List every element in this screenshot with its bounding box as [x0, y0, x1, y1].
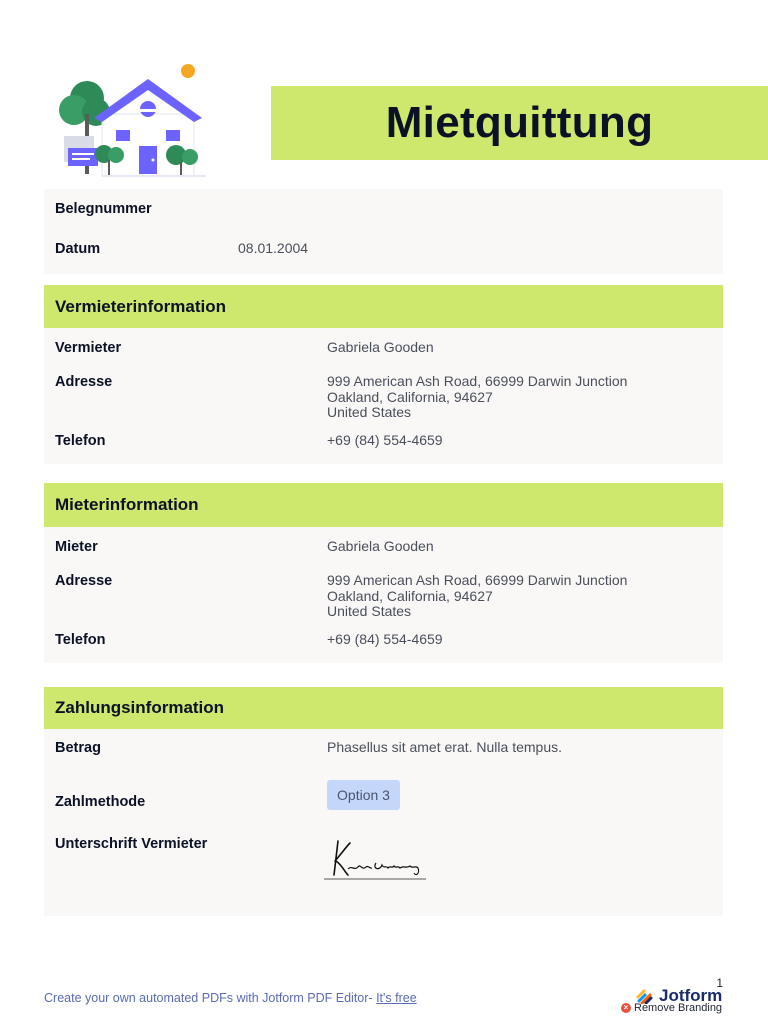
landlord-phone-label: Telefon — [55, 433, 106, 449]
landlord-address-line1: 999 American Ash Road, 66999 Darwin Junction — [327, 373, 628, 389]
footer-promo-link[interactable]: It's free — [376, 991, 417, 1005]
remove-branding-label: Remove Branding — [634, 1002, 723, 1014]
page-title: Mietquittung — [385, 98, 654, 147]
handwritten-signature — [324, 835, 428, 885]
landlord-section-heading: Vermieterinformation — [44, 285, 723, 328]
amount-value: Phasellus sit amet erat. Nulla tempus. — [327, 739, 562, 755]
brand-name: Jotform — [659, 986, 723, 1005]
tenant-phone-label: Telefon — [55, 632, 106, 648]
remove-branding-button[interactable] — [621, 1002, 722, 1014]
tenant-address-line3: United States — [327, 603, 412, 619]
landlord-address-line3: United States — [327, 404, 412, 420]
payment-method-chip: Option 3 — [327, 780, 400, 810]
payment-section-heading: Zahlungsinformation — [44, 687, 723, 729]
landlord-name-label: Vermieter — [55, 340, 122, 356]
tenant-section — [44, 483, 723, 663]
landlord-name-value: Gabriela Gooden — [327, 339, 434, 355]
date-label: Datum — [55, 241, 101, 257]
tenant-address-line1: 999 American Ash Road, 66999 Darwin Junction — [327, 572, 628, 588]
tenant-address-line2: Oakland, California, 94627 — [327, 587, 493, 604]
landlord-address-line2: Oakland, California, 94627 — [327, 388, 493, 405]
landlord-address-label: Adresse — [55, 374, 113, 390]
receipt-header-panel — [44, 189, 723, 274]
title-banner — [271, 86, 768, 160]
footer-promo — [44, 991, 417, 1005]
date-value: 08.01.2004 — [238, 240, 309, 256]
tenant-phone-value: +69 (84) 554-4659 — [327, 631, 443, 647]
receipt-number-label: Belegnummer — [55, 201, 152, 217]
payment-method-label: Zahlmethode — [55, 794, 146, 810]
tenant-section-heading: Mieterinformation — [44, 483, 723, 527]
tenant-name-value: Gabriela Gooden — [327, 538, 434, 554]
page-number: 1 — [716, 976, 723, 990]
tenant-name-label: Mieter — [55, 539, 98, 555]
landlord-phone-value: +69 (84) 554-4659 — [327, 432, 443, 448]
footer-promo-text: Create your own automated PDFs with Jotform PDF Editor- — [44, 991, 377, 1005]
payment-section — [44, 687, 723, 916]
close-icon: × — [621, 1003, 631, 1013]
amount-label: Betrag — [55, 740, 101, 756]
landlord-section — [44, 285, 723, 464]
tenant-address-label: Adresse — [55, 573, 113, 589]
signature-label: Unterschrift Vermieter — [55, 836, 208, 852]
house-illustration-icon — [44, 54, 212, 182]
